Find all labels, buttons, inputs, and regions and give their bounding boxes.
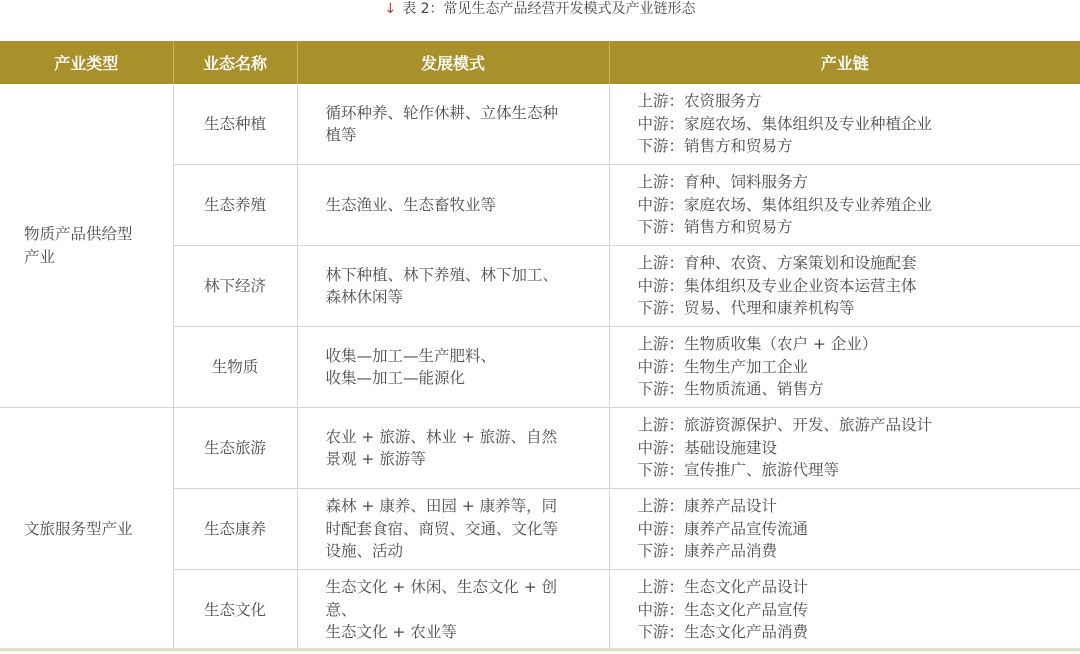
industry-type-cell: 物质产品供给型 产业 [0, 84, 173, 408]
chain-line: 中游：康养产品宣传流通 [637, 519, 809, 538]
development-mode-cell: 生态渔业、生态畜牧业等 [297, 165, 609, 246]
table-row [0, 408, 1080, 489]
bottom-divider [0, 648, 1080, 650]
chain-line: 下游：贸易、代理和康养机构等 [637, 299, 855, 318]
header-business-name: 业态名称 [173, 41, 297, 84]
chain-line: 上游：农资服务方 [637, 92, 762, 111]
chain-line: 上游：生物质收集（农户 + 企业） [637, 335, 878, 354]
development-mode-cell: 循环种养、轮作休耕、立体生态种 植等 [297, 84, 609, 165]
business-name-cell: 生态康养 [173, 489, 297, 570]
industry-chain-cell [609, 570, 1080, 651]
business-name-cell: 生态种植 [173, 84, 297, 165]
header-industry-type: 产业类型 [0, 41, 173, 84]
table-row [0, 84, 1080, 165]
chain-line: 上游：生态文化产品设计 [637, 578, 809, 597]
industry-chain-cell [609, 84, 1080, 165]
chain-line: 下游：销售方和贸易方 [637, 137, 793, 156]
arrow-down-icon: ↓ [384, 1, 397, 17]
header-development-mode: 发展模式 [297, 41, 609, 84]
chain-line: 下游：康养产品消费 [637, 542, 778, 561]
business-name-cell: 生态旅游 [173, 408, 297, 489]
chain-line: 中游：生态文化产品宣传 [637, 600, 809, 619]
chain-line: 中游：家庭农场、集体组织及专业种植企业 [637, 114, 933, 133]
development-mode-cell: 森林 + 康养、田园 + 康养等，同 时配套食宿、商贸、交通、文化等 设施、活动 [297, 489, 609, 570]
industry-chain-cell [609, 408, 1080, 489]
chain-line: 上游：旅游资源保护、开发、旅游产品设计 [637, 416, 933, 435]
chain-line: 下游：生态文化产品消费 [637, 623, 809, 642]
chain-line: 中游：集体组织及专业企业资本运营主体 [637, 276, 917, 295]
business-name-cell: 生态养殖 [173, 165, 297, 246]
development-mode-cell: 农业 + 旅游、林业 + 旅游、自然 景观 + 旅游等 [297, 408, 609, 489]
business-name-cell: 生态文化 [173, 570, 297, 651]
industry-chain-cell [609, 489, 1080, 570]
table-body [0, 84, 1080, 651]
industry-chain-cell [609, 246, 1080, 327]
industry-chain-cell [609, 327, 1080, 408]
chain-line: 中游：家庭农场、集体组织及专业养殖企业 [637, 195, 933, 214]
table-header-row [0, 41, 1080, 84]
business-name-cell: 生物质 [173, 327, 297, 408]
industry-chain-cell [609, 165, 1080, 246]
chain-line: 上游：育种、农资、方案策划和设施配套 [637, 254, 917, 273]
development-mode-cell: 生态文化 + 休闲、生态文化 + 创意、 生态文化 + 农业等 [297, 570, 609, 651]
industry-type-cell: 文旅服务型产业 [0, 408, 173, 651]
development-mode-cell: 收集—加工—生产肥料、 收集—加工—能源化 [297, 327, 609, 408]
chain-line: 下游：生物质流通、销售方 [637, 380, 824, 399]
chain-line: 上游：育种、饲料服务方 [637, 173, 809, 192]
header-industry-chain: 产业链 [609, 41, 1080, 84]
development-mode-cell: 林下种植、林下养殖、林下加工、 森林休闲等 [297, 246, 609, 327]
caption-text: 表 2：常见生态产品经营开发模式及产业链形态 [402, 1, 696, 17]
chain-line: 下游：宣传推广、旅游代理等 [637, 461, 840, 480]
chain-line: 中游：生物生产加工企业 [637, 357, 809, 376]
business-name-cell: 林下经济 [173, 246, 297, 327]
chain-line: 上游：康养产品设计 [637, 497, 778, 516]
chain-line: 下游：销售方和贸易方 [637, 218, 793, 237]
chain-line: 中游：基础设施建设 [637, 438, 778, 457]
table-caption [0, 0, 1080, 22]
development-mode-table [0, 41, 1080, 651]
